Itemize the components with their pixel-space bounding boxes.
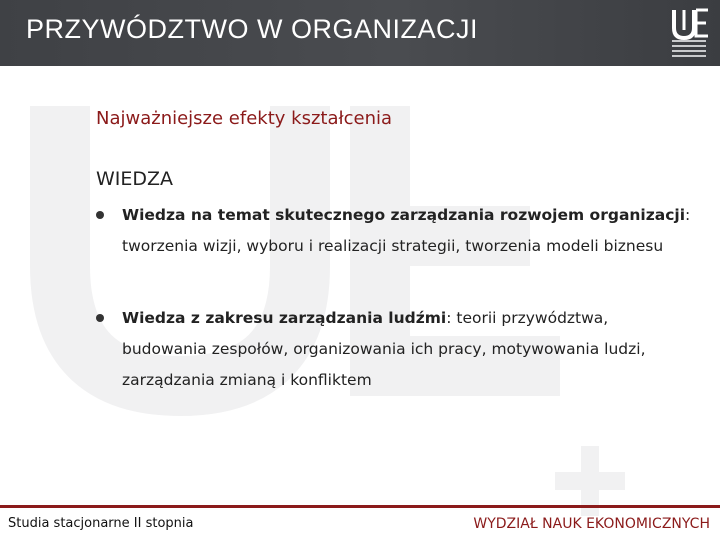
list-item (96, 303, 696, 396)
logo-text-lines (672, 40, 706, 60)
content-subtitle: Najważniejsze efekty kształcenia (96, 108, 393, 129)
bullet-text: : tworzenia wizji, wyboru i realizacji strategii, tworzenia modeli biznesu (122, 206, 691, 255)
bullet-bold: Wiedza z zakresu zarządzania ludźmi (122, 309, 447, 327)
bullet-text: : teorii przywództwa, budowania zespołów, organizowania ich pracy, motywowania ludzi, zarządzania zmianą i konfliktem (122, 309, 646, 389)
bullet-icon (96, 211, 104, 219)
header-bar (0, 0, 720, 66)
section-heading: WIEDZA (96, 168, 174, 190)
footer-study-mode: Studia stacjonarne II stopnia (8, 516, 194, 531)
footer-divider (0, 505, 720, 508)
footer-faculty: WYDZIAŁ NAUK EKONOMICZNYCH (473, 516, 710, 532)
page-title: PRZYWÓDZTWO W ORGANIZACJI (26, 14, 478, 44)
bullet-bold: Wiedza na temat skutecznego zarządzania rozwojem organizacji (122, 206, 686, 224)
bullet-icon (96, 314, 104, 322)
list-item (96, 200, 696, 262)
